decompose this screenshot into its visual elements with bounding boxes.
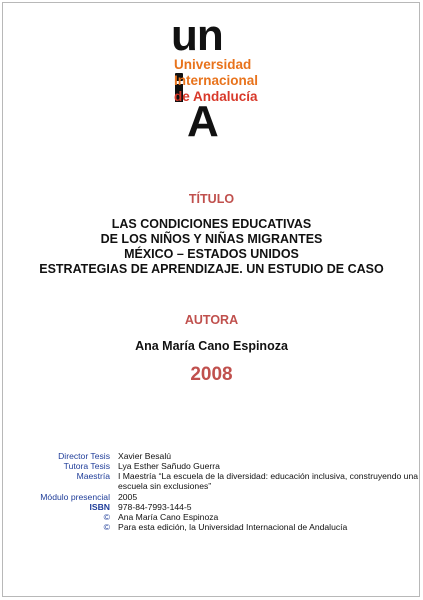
metadata-value: Ana María Cano Espinoza xyxy=(118,512,219,522)
author-label: AUTORA xyxy=(184,313,239,327)
author-name: Ana María Cano Espinoza xyxy=(135,339,288,353)
title-label: TÍTULO xyxy=(188,192,235,206)
metadata-label: Maestría xyxy=(76,471,110,481)
logo-letter-a: A xyxy=(187,97,219,146)
university-name xyxy=(174,57,258,105)
metadata-value: 2005 xyxy=(118,492,138,502)
metadata-label: Tutora Tesis xyxy=(63,461,110,471)
metadata-value: Para esta edición, la Universidad Internacional de Andalucía xyxy=(118,522,348,532)
metadata-label: Módulo presencial xyxy=(40,492,110,502)
university-name-line-1: Universidad xyxy=(174,57,252,72)
metadata-value: Lya Esther Sañudo Guerra xyxy=(118,461,220,471)
logo-letters-un: un xyxy=(171,11,223,60)
university-name-line-2: Internacional xyxy=(174,73,259,88)
metadata-label: © xyxy=(103,512,110,522)
metadata-label: Director Tesis xyxy=(58,451,110,461)
metadata-label: © xyxy=(103,522,110,532)
metadata-label: ISBN xyxy=(89,502,110,512)
university-name-line-3: de Andalucía xyxy=(174,89,258,104)
metadata-value: Xavier Besalú xyxy=(118,451,172,461)
thesis-title-line: DE LOS NIÑOS Y NIÑAS MIGRANTES xyxy=(100,232,323,246)
thesis-title-line: LAS CONDICIONES EDUCATIVAS xyxy=(111,217,312,231)
metadata-value: I Maestría “La escuela de la diversidad: educación inclusiva, construyendo una escuela sin exclusiones” xyxy=(118,471,419,491)
publication-year: 2008 xyxy=(190,364,233,385)
thesis-title-line: MÉXICO – ESTADOS UNIDOS xyxy=(124,247,299,261)
metadata-value: 978-84-7993-144-5 xyxy=(118,502,192,512)
thesis-title xyxy=(0,217,423,277)
thesis-title-line: ESTRATEGIAS DE APRENDIZAJE. UN ESTUDIO DE CASO xyxy=(39,262,384,276)
